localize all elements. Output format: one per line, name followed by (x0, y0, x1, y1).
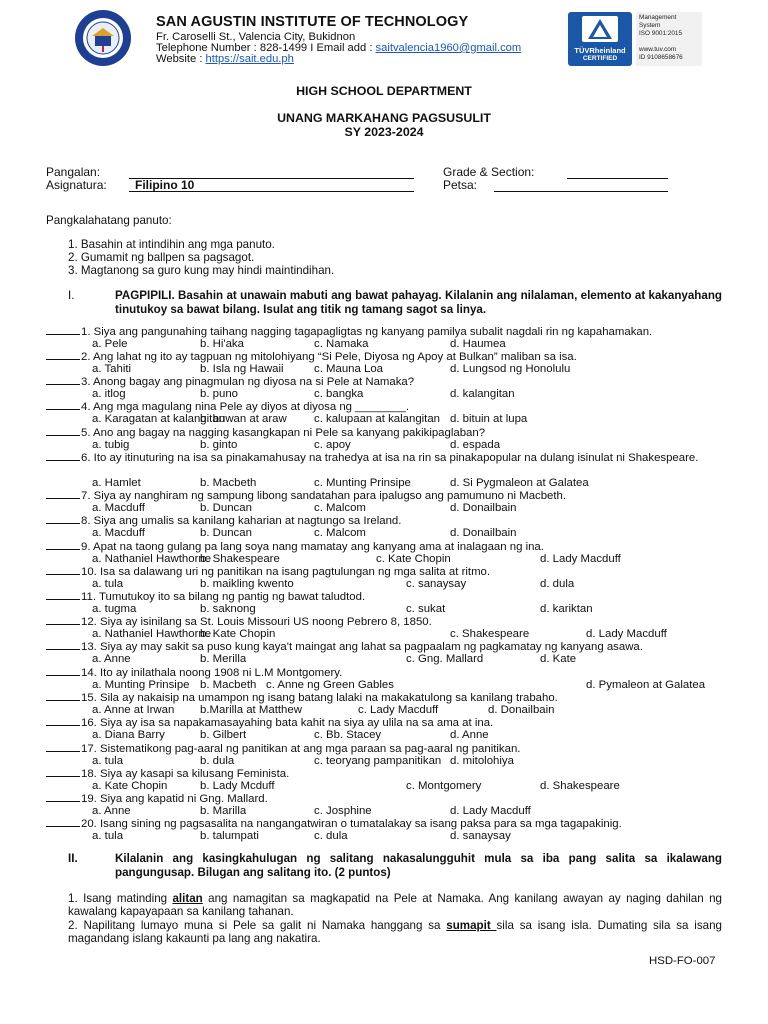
choices-row (92, 388, 732, 401)
question-text: 6. Ito ay itinuturing na isa sa pinakamahusay na trahedya at isa na rin sa pinakapopular na dulang isinulat ni Shakespeare. (81, 452, 699, 464)
choice-b: b. Macbeth (200, 678, 257, 691)
choice-d: d. Lady Macduff (450, 804, 531, 817)
answer-blank[interactable] (46, 691, 80, 701)
choice-a: a. tubig (92, 438, 130, 451)
cert-url: www.tuv.com (639, 46, 677, 53)
answer-blank[interactable] (46, 540, 80, 550)
exam-title: UNANG MARKAHANG PAGSUSULIT (277, 111, 491, 125)
choice-d: d. Lady Macduff (586, 627, 667, 640)
section2-numeral: II. (68, 852, 78, 865)
underlined-word-alitan: alitan (172, 892, 203, 905)
answer-blank[interactable] (46, 400, 80, 410)
question-20 (46, 817, 722, 831)
school-name: SAN AGUSTIN INSTITUTE OF TECHNOLOGY (156, 14, 469, 30)
choice-c: c. Namaka (314, 337, 369, 350)
choice-a: a. Nathaniel Hawthorne (92, 627, 212, 640)
question-14 (46, 666, 722, 680)
choice-d: d. Lungsod ng Honolulu (450, 362, 571, 375)
question-text: 7. Siya ay nanghiram ng sampung libong sandatahan para ipalugso ang pamumuno ni Macbeth. (81, 490, 567, 502)
question-4 (46, 400, 722, 414)
choice-c: c. Bb. Stacey (314, 728, 382, 741)
choice-a: a. Hamlet (92, 476, 141, 489)
answer-blank[interactable] (46, 350, 80, 360)
choice-d: d. Anne (450, 728, 489, 741)
tuv-certified: CERTIFIED (582, 55, 618, 62)
answer-blank[interactable] (46, 817, 80, 827)
answer-blank[interactable] (46, 426, 80, 436)
choices-row (92, 628, 732, 641)
question-10 (46, 565, 722, 579)
choice-c: c. kalupaan at kalangitan (314, 412, 441, 425)
section2-item-2 (68, 919, 722, 945)
question-text: 16. Siya ay isa sa napakamasayahing bata kahit na siya ay ulila na sa ama at ina. (81, 717, 494, 729)
school-logo (62, 8, 144, 68)
choice-a: a. Kate Chopin (92, 779, 168, 792)
choice-a: a. Anne (92, 804, 131, 817)
choice-c: c. Montgomery (406, 779, 482, 792)
choices-row (92, 603, 732, 616)
question-text: 15. Sila ay nakaisip na umampon ng isang batang lalaki na makakatulong sa kanilang trabaho. (81, 692, 558, 704)
question-12 (46, 615, 722, 629)
choice-d: d. bituin at lupa (450, 412, 528, 425)
choice-d: d. Donailbain (488, 703, 555, 716)
choices-row (92, 502, 732, 515)
choice-a: a. Tahiti (92, 362, 132, 375)
choice-c: c. Munting Prinsipe (314, 476, 411, 489)
question-text: 10. Isa sa dalawang uri ng panitikan na isang pagtulungan ng mga salita at ritmo. (81, 566, 491, 578)
choice-d: d. Haumea (450, 337, 506, 350)
choice-d: d. dula (540, 577, 575, 590)
question-5 (46, 426, 722, 440)
question-text: 14. Ito ay inilathala noong 1908 ni L.M Montgomery. (81, 667, 343, 679)
choice-c: c. Anne ng Green Gables (266, 678, 394, 691)
instruction-item: 1. Basahin at intindihin ang mga panuto. (68, 238, 275, 251)
choice-c: c. Kate Chopin (376, 552, 451, 565)
answer-blank[interactable] (46, 590, 80, 600)
choice-b: b.Marilla at Matthew (200, 703, 302, 716)
choice-a: a. Macduff (92, 501, 145, 514)
question-text: 12. Siya ay isinilang sa St. Louis Missouri US noong Pebrero 8, 1850. (81, 616, 432, 628)
choices-row (92, 805, 732, 818)
choice-d: d. sanaysay (450, 829, 511, 842)
choice-a: a. tula (92, 754, 124, 767)
choice-b: b. Hi'aka (200, 337, 244, 350)
choice-b: b. Shakespeare (200, 552, 280, 565)
website-label: Website : (156, 53, 206, 65)
choice-c: c. Shakespeare (450, 627, 530, 640)
form-code: HSD-FO-007 (649, 955, 716, 967)
choice-a: a. itlog (92, 387, 126, 400)
cert-iso: ISO 9001:2015 (639, 30, 682, 37)
answer-blank[interactable] (46, 451, 80, 461)
choice-b: b. talumpati (200, 829, 259, 842)
choices-row (92, 679, 732, 692)
question-9 (46, 540, 722, 554)
website-link[interactable]: https://sait.edu.ph (205, 53, 294, 65)
question-text: 20. Isang sining ng pagsasalita na nangangatwiran o tumatalakay sa isang paksa para sa mga tagapakinig. (81, 818, 622, 830)
general-instructions-heading: Pangkalahatang panuto: (46, 214, 172, 227)
question-text: 1. Siya ang pangunahing taihang nagging tagapagligtas ng kanyang pamilya subalit nagdali rin ng kapahamakan. (81, 326, 653, 338)
department-title: HIGH SCHOOL DEPARTMENT (296, 84, 472, 98)
choice-b: b. Isla ng Hawaii (200, 362, 284, 375)
date-label: Petsa: (443, 178, 478, 192)
instruction-item: 2. Gumamit ng ballpen sa pagsagot. (68, 251, 255, 264)
question-text: 17. Sistematikong pag-aaral ng panitikan at ang mga paraan sa pag-aaral ng panitikan. (81, 743, 521, 755)
choice-b: b. Macbeth (200, 476, 257, 489)
answer-blank[interactable] (46, 666, 80, 676)
answer-blank[interactable] (46, 640, 80, 650)
item1-text-end: ang namagitan sa magkapatid na Pele at Namaka. Ang kanilang awayan ay naging dahilan ng kawalang kapayapaan sa kanilang tahanan. (68, 892, 722, 919)
choices-row (92, 729, 732, 742)
underlined-word-sumapit: sumapit (446, 919, 497, 932)
choices-row (92, 578, 732, 591)
question-text: 4. Ang mga magulang nina Pele ay diyos at diyosa ng ________. (81, 401, 410, 413)
answer-blank[interactable] (46, 792, 80, 802)
telephone-text: Telephone Number : 828-1499 I Email add : (156, 42, 376, 54)
tuv-logo (568, 12, 632, 66)
answer-blank[interactable] (46, 489, 80, 499)
choice-c: c. Gng. Mallard (406, 652, 484, 665)
choice-d: d. Shakespeare (540, 779, 620, 792)
school-address: Fr. Caroselli St., Valencia City, Bukidnon (156, 31, 356, 43)
answer-blank[interactable] (46, 514, 80, 524)
question-text: 18. Siya ay kasapi sa kilusang Feminista. (81, 768, 290, 780)
tuv-brand: TÜVRheinland (574, 46, 626, 55)
choice-a: a. Anne at Irwan (92, 703, 175, 716)
choice-b: b. Kate Chopin (200, 627, 276, 640)
choice-a: a. Munting Prinsipe (92, 678, 190, 691)
school-year: SY 2023-2024 (344, 125, 424, 139)
grade-section-line[interactable] (567, 178, 668, 179)
choices-row (92, 439, 732, 452)
question-17 (46, 742, 722, 756)
choice-d: d. Si Pygmaleon at Galatea (450, 476, 589, 489)
choice-d: d. Donailbain (450, 501, 517, 514)
question-text: 19. Siya ang kapatid ni Gng. Mallard. (81, 793, 268, 805)
choice-b: b. puno (200, 387, 239, 400)
section1-instruction: PAGPIPILI. Basahin at unawain mabuti ang bawat pahayag. Kilalanin ang nilalaman, elemento at kakanyahang tinutukoy sa bawat bilang. Isulat ang titik ng tamang sagot sa linya. (115, 289, 722, 316)
email-link[interactable]: saitvalencia1960@gmail.com (375, 42, 522, 54)
choices-row (92, 780, 732, 793)
choice-a: a. Macduff (92, 526, 145, 539)
choices-row (92, 553, 732, 566)
choice-c: c. teoryang pampanitikan (314, 754, 442, 767)
choice-c: c. sanaysay (406, 577, 467, 590)
choice-c: c. Lady Macduff (358, 703, 439, 716)
item1-text-start: 1. Isang matinding (68, 892, 173, 905)
choice-b: b. Duncan (200, 526, 252, 539)
cert-info (636, 12, 702, 66)
choice-d: d. Pymaleon at Galatea (586, 678, 706, 691)
cert-title: Management System (639, 14, 677, 29)
question-6 (46, 451, 722, 465)
choice-d: d. Lady Macduff (540, 552, 621, 565)
subject-line (129, 191, 414, 192)
choice-d: d. espada (450, 438, 501, 451)
question-text: 2. Ang lahat ng ito ay tagpuan ng mitolohiyang “Si Pele, Diyosa ng Apoy at Bulkan” maliban sa isa. (81, 351, 577, 363)
question-text: 13. Siya ay may sakit sa puso kung kaya't maingat ang lahat sa pagpaalam ng pagkamatay ng kanyang asawa. (81, 641, 643, 653)
choice-a: a. tula (92, 577, 124, 590)
choices-row (92, 363, 732, 376)
question-2 (46, 350, 722, 364)
choice-d: d. kalangitan (450, 387, 515, 400)
choices-row (92, 755, 732, 768)
choice-d: d. mitolohiya (450, 754, 514, 767)
choice-c: c. Mauna Loa (314, 362, 384, 375)
choice-c: c. bangka (314, 387, 364, 400)
choice-a: a. Pele (92, 337, 128, 350)
choice-b: b. saknong (200, 602, 256, 615)
answer-blank[interactable] (46, 565, 80, 575)
choices-row (92, 413, 732, 426)
question-text: 5. Ano ang bagay na nagging kasangkapan ni Pele sa kanyang pakikipaglaban? (81, 427, 486, 439)
question-text: 8. Siya ang umalis sa kanilang kaharian at nagtungo sa Ireland. (81, 515, 402, 527)
choice-a: a. Diana Barry (92, 728, 165, 741)
question-13 (46, 640, 722, 654)
tuv-certification-badge (568, 12, 702, 66)
choices-row (92, 704, 732, 717)
choice-c: c. apoy (314, 438, 351, 451)
choice-a: a. Nathaniel Hawthorne (92, 552, 212, 565)
choice-a: a. tula (92, 829, 124, 842)
cert-id: ID 9108658676 (639, 54, 683, 61)
item2-text-end: sila sa isang isla. Dumating sila sa isang magandang islang kakaunti pa lang ang nakatira. (68, 919, 723, 946)
choice-c: c. Malcom (314, 501, 366, 514)
choice-c: c. Malcom (314, 526, 366, 539)
choices-row (92, 477, 732, 490)
instruction-item: 3. Magtanong sa guro kung may hindi maintindihan. (68, 264, 335, 277)
question-text: 11. Tumutukoy ito sa bilang ng pantig ng bawat taludtod. (81, 591, 366, 603)
subject-label: Asignatura: (46, 178, 107, 192)
choice-a: a. Karagatan at kalangitan (92, 412, 225, 425)
name-label: Pangalan: (46, 165, 101, 179)
section2-instruction: Kilalanin ang kasingkahulugan ng salitang nakasalungguhit mula sa iba pang salita sa ikalawang pangungusap. Bilugan ang salitang ito. (2 puntos) (115, 852, 722, 879)
choice-b: b. maikling kwento (200, 577, 294, 590)
choice-c: c. dula (314, 829, 348, 842)
choice-b: b. Lady Mcduff (200, 779, 275, 792)
choice-b: b. buwan at araw (200, 412, 287, 425)
subject-value: Filipino 10 (135, 178, 195, 192)
answer-blank[interactable] (46, 716, 80, 726)
choice-b: b. Duncan (200, 501, 252, 514)
choices-row (92, 527, 732, 540)
choice-b: b. Gilbert (200, 728, 247, 741)
choice-d: d. Donailbain (450, 526, 517, 539)
question-19 (46, 792, 722, 806)
section1-numeral: I. (68, 289, 75, 302)
question-15 (46, 691, 722, 705)
answer-blank[interactable] (46, 325, 80, 335)
choice-b: b. Marilla (200, 804, 247, 817)
choice-a: a. Anne (92, 652, 131, 665)
choice-a: a. tugma (92, 602, 137, 615)
website-line (156, 53, 294, 65)
choice-d: d. Kate (540, 652, 577, 665)
answer-blank[interactable] (46, 375, 80, 385)
choice-c: c. sukat (406, 602, 446, 615)
choices-row (92, 653, 732, 666)
question-1 (46, 325, 722, 339)
answer-blank[interactable] (46, 742, 80, 752)
question-text: 9. Apat na taong gulang pa lang soya nang mamatay ang kanyang ama at inalagaan ng ina. (81, 541, 544, 553)
question-7 (46, 489, 722, 503)
choices-row (92, 338, 732, 351)
question-18 (46, 767, 722, 781)
section2-item-1 (68, 892, 722, 918)
question-8 (46, 514, 722, 528)
question-text: 3. Anong bagay ang pinagmulan ng diyosa na si Pele at Namaka? (81, 376, 415, 388)
answer-blank[interactable] (46, 767, 80, 777)
choice-b: b. Merilla (200, 652, 247, 665)
choice-b: b. ginto (200, 438, 238, 451)
choice-b: b. dula (200, 754, 235, 767)
grade-section-label: Grade & Section: (443, 165, 535, 179)
answer-blank[interactable] (46, 615, 80, 625)
question-3 (46, 375, 722, 389)
choices-row (92, 830, 732, 843)
item2-text-start: 2. Napilitang lumayo muna si Pele sa galit ni Namaka hanggang sa (68, 919, 447, 932)
choice-c: c. Josphine (314, 804, 372, 817)
date-line[interactable] (494, 191, 668, 192)
choice-d: d. kariktan (540, 602, 593, 615)
question-11 (46, 590, 722, 604)
question-16 (46, 716, 722, 730)
